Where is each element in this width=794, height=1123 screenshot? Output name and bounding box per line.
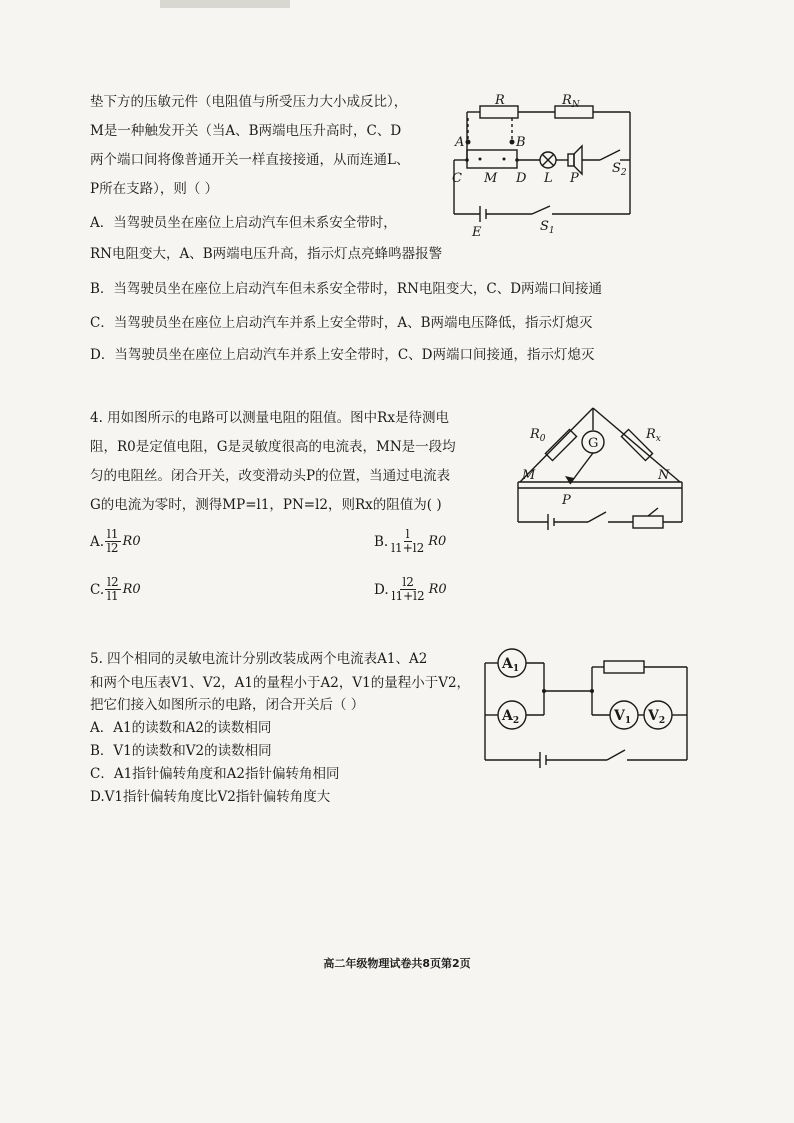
label-m: M bbox=[522, 468, 536, 483]
label-rx: $R_x$ bbox=[646, 427, 661, 444]
q5-option-a: A．A1的读数和A2的读数相同 bbox=[90, 720, 272, 736]
q3-circuit-figure bbox=[440, 92, 640, 240]
switch-symbol bbox=[588, 512, 606, 522]
label-v2: $V_2$ bbox=[648, 708, 666, 726]
q3-option-a: A．当驾驶员坐在座位上启动汽车但未系安全带时， bbox=[90, 215, 397, 231]
rheostat-symbol bbox=[633, 516, 663, 528]
q4-line-1: 4. 用如图所示的电路可以测量电阻的阻值。图中Rx是待测电 bbox=[90, 410, 449, 426]
q4-bridge-circuit-figure bbox=[508, 400, 690, 534]
label-a2: $A_2$ bbox=[502, 708, 520, 726]
q3-line-2: M是一种触发开关（当A、B两端电压升高时，C、D bbox=[90, 123, 402, 139]
label-c: C bbox=[452, 171, 462, 186]
label-r0: $R_0$ bbox=[530, 427, 546, 444]
q4-option-d: D. $\frac{l2}{l1+l2}$ R0 bbox=[374, 575, 447, 603]
q5-option-c: C．A1指针偏转角度和A2指针偏转角相同 bbox=[90, 766, 340, 782]
q3-option-a-cont: RN电阻变大，A、B两端电压升高，指示灯点亮蜂鸣器报警 bbox=[90, 246, 443, 262]
q5-meter-circuit-figure bbox=[482, 645, 692, 775]
q5-line-2: 和两个电压表V1、V2，A1的量程小于A2，V1的量程小于V2， bbox=[90, 675, 471, 691]
switch-s1-symbol bbox=[532, 206, 550, 214]
label-s1: $S_1$ bbox=[540, 219, 555, 236]
q5-line-3: 把它们接入如图所示的电路，闭合开关后（ ） bbox=[90, 697, 365, 713]
slider-wire bbox=[570, 453, 593, 484]
label-e: E bbox=[472, 225, 482, 240]
label-r: R bbox=[495, 93, 505, 108]
q5-line-1: 5. 四个相同的灵敏电流计分别改装成两个电流表A1、A2 bbox=[90, 651, 428, 667]
q4-line-2: 阻，R0是定值电阻，G是灵敏度很高的电流表，MN是一段均 bbox=[90, 439, 456, 455]
q3-line-4: P所在支路），则（ ） bbox=[90, 181, 219, 197]
q3-line-3: 两个端口间将像普通开关一样直接接通，从而连通L、 bbox=[90, 152, 410, 168]
q3-line-1: 垫下方的压敏元件（电阻值与所受压力大小成反比）， bbox=[90, 94, 408, 110]
q4-line-3: 匀的电阻丝。闭合开关，改变滑动头P的位置，当通过电流表 bbox=[90, 468, 451, 484]
q4-option-a: A. $\frac{l1}{l2}$ R0 bbox=[90, 527, 141, 555]
resistor-symbol bbox=[604, 661, 644, 673]
label-p: P bbox=[562, 493, 571, 508]
switch-s2-symbol bbox=[600, 150, 620, 160]
label-g: G bbox=[588, 436, 599, 451]
label-l: L bbox=[544, 171, 553, 186]
q4-line-4: G的电流为零时，测得MP=l1，PN=l2，则Rx的阻值为( ) bbox=[90, 497, 442, 513]
label-m: M bbox=[484, 171, 498, 186]
q3-option-b: B．当驾驶员坐在座位上启动汽车但未系安全带时，RN电阻变大，C、D两端口间接通 bbox=[90, 281, 603, 297]
label-n: N bbox=[658, 468, 670, 483]
q5-option-b: B．V1的读数和V2的读数相同 bbox=[90, 743, 272, 759]
label-a1: $A_1$ bbox=[502, 656, 520, 674]
q3-option-d: D．当驾驶员坐在座位上启动汽车并系上安全带时，C、D两端口间接通，指示灯熄灭 bbox=[90, 347, 595, 363]
q4-option-b: B. $\frac{l}{l1+l2}$ R0 bbox=[374, 527, 447, 555]
label-v1: $V_1$ bbox=[614, 708, 632, 726]
q3-option-c: C．当驾驶员坐在座位上启动汽车并系上安全带时，A、B两端电压降低，指示灯熄灭 bbox=[90, 315, 593, 331]
switch-symbol bbox=[607, 750, 625, 760]
scan-top-mark bbox=[160, 0, 290, 8]
label-a: A bbox=[455, 135, 465, 150]
q4-option-c: C. $\frac{l2}{l1}$ R0 bbox=[90, 575, 141, 603]
resistor-r0-symbol bbox=[545, 429, 576, 460]
page-footer: 高二年级物理试卷共8页第2页 bbox=[323, 957, 471, 970]
q5-option-d: D.V1指针偏转角度比V2指针偏转角度大 bbox=[90, 789, 331, 805]
label-rn: $R_N$ bbox=[562, 93, 580, 110]
label-s2: $S_2$ bbox=[612, 161, 627, 178]
label-d: D bbox=[516, 171, 527, 186]
label-p: P bbox=[570, 171, 579, 186]
buzzer-symbol bbox=[568, 154, 574, 166]
label-b: B bbox=[516, 135, 526, 150]
trigger-switch-m-symbol bbox=[467, 150, 517, 168]
